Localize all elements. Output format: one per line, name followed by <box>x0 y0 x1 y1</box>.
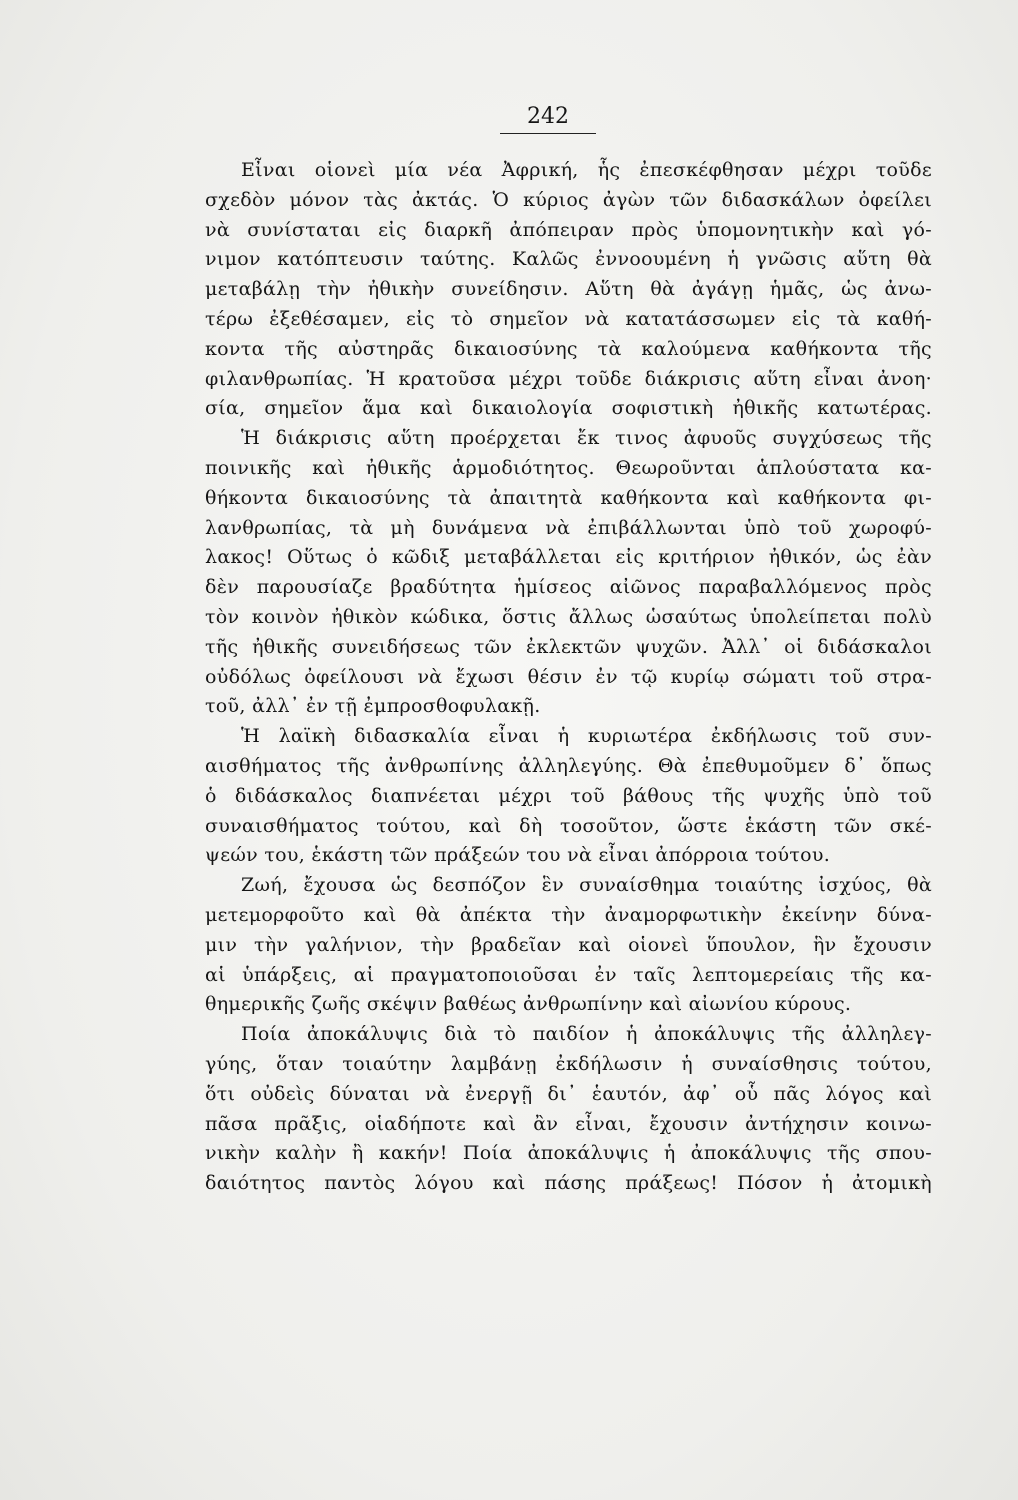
text-line: μιν τὴν γαλήνιον, τὴν βραδεῖαν καὶ οἱονεὶ ὕπουλον, ἣν ἔχουσιν <box>205 933 932 956</box>
page-number: 242 <box>527 104 569 129</box>
text-line: γύης, ὅταν τοιαύτην λαμβάνῃ ἐκδήλωσιν ἡ συναίσθησις τούτου, <box>205 1052 932 1075</box>
text-line: ποινικῆς καὶ ἠθικῆς ἁρμοδιότητος. Θεωροῦνται ἁπλούστατα κα- <box>205 456 932 479</box>
text-line: τέρω ἐξεθέσαμεν, εἰς τὸ σημεῖον νὰ κατατάσσωμεν εἰς τὰ καθή- <box>205 307 932 330</box>
text-line: τὸν κοινὸν ἠθικὸν κώδικα, ὅστις ἄλλως ὡσαύτως ὑπολείπεται πολὺ <box>205 605 932 628</box>
text-line: δὲν παρουσίαζε βραδύτητα ἡμίσεος αἰῶνος παραβαλλόμενος πρὸς <box>205 576 932 599</box>
text-line: θήκοντα δικαιοσύνης τὰ ἀπαιτητὰ καθήκοντα καὶ καθήκοντα φι- <box>205 486 932 509</box>
text-line: Ἡ διάκρισις αὕτη προέρχεται ἔκ τινος ἀφυοῦς συγχύσεως τῆς <box>241 427 932 450</box>
text-line: θημερικῆς ζωῆς σκέψιν βαθέως ἀνθρωπίνην καὶ αἰωνίου κύρους. <box>205 993 852 1016</box>
text-line: αισθήματος τῆς ἀνθρωπίνης ἀλληλεγύης. Θὰ ἐπεθυμοῦμεν δ᾽ ὅπως <box>205 754 932 777</box>
text-line: Ποία ἀποκάλυψις διὰ τὸ παιδίον ἡ ἀποκάλυψις τῆς ἀλληλεγ- <box>241 1023 932 1046</box>
text-line: αἱ ὑπάρξεις, αἱ πραγματοποιοῦσαι ἐν ταῖς λεπτομερείαις τῆς κα- <box>205 963 932 986</box>
text-line: νιμον κατόπτευσιν ταύτης. Καλῶς ἐννοουμένη ἡ γνῶσις αὕτη θὰ <box>205 248 932 271</box>
page-number-rule <box>500 133 596 134</box>
text-line: κοντα τῆς αὐστηρᾶς δικαιοσύνης τὰ καλούμενα καθήκοντα τῆς <box>205 337 932 360</box>
text-line: νικὴν καλὴν ἢ κακήν! Ποία ἀποκάλυψις ἡ ἀποκάλυψις τῆς σπου- <box>205 1142 932 1165</box>
text-line: σία, σημεῖον ἅμα καὶ δικαιολογία σοφιστικὴ ἠθικῆς κατωτέρας. <box>205 397 932 420</box>
text-line: Εἶναι οἱονεὶ μία νέα Ἀφρική, ἧς ἐπεσκέφθησαν μέχρι τοῦδε <box>241 159 932 181</box>
text-line: τῆς ἠθικῆς συνειδήσεως τῶν ἐκλεκτῶν ψυχῶν. Ἀλλ᾽ οἱ διδάσκαλοι <box>205 635 932 658</box>
text-line: δαιότητος παντὸς λόγου καὶ πάσης πράξεως! Πόσον ἡ ἀτομικὴ <box>205 1172 932 1195</box>
text-line: οὐδόλως ὀφείλουσι νὰ ἔχωσι θέσιν ἐν τῷ κυρίῳ σώματι τοῦ στρα- <box>205 665 932 688</box>
text-line: φιλανθρωπίας. Ἡ κρατοῦσα μέχρι τοῦδε διάκρισις αὕτη εἶναι ἀνοη· <box>205 367 932 390</box>
text-line: νὰ συνίσταται εἰς διαρκῆ ἀπόπειραν πρὸς ὑπομονητικὴν καὶ γό- <box>205 218 932 241</box>
text-line: μετεμορφοῦτο καὶ θὰ ἀπέκτα τὴν ἀναμορφωτικὴν ἐκείνην δύνα- <box>205 903 932 926</box>
text-line: λανθρωπίας, τὰ μὴ δυνάμενα νὰ ἐπιβάλλωνται ὑπὸ τοῦ χωροφύ- <box>205 516 932 539</box>
text-line: σχεδὸν μόνον τὰς ἀκτάς. Ὁ κύριος ἀγὼν τῶν διδασκάλων ὀφείλει <box>205 188 932 211</box>
text-line: συναισθήματος τούτου, καὶ δὴ τοσοῦτον, ὥστε ἑκάστη τῶν σκέ- <box>205 814 932 837</box>
text-line: πᾶσα πρᾶξις, οἱαδήποτε καὶ ἂν εἶναι, ἔχουσιν ἀντήχησιν κοινω- <box>205 1112 932 1135</box>
text-line: ψεών του, ἑκάστη τῶν πράξεών του νὰ εἶναι ἀπόρροια τούτου. <box>205 844 831 867</box>
text-line: μεταβάλῃ τὴν ἠθικὴν συνείδησιν. Αὕτη θὰ ἀγάγῃ ἡμᾶς, ὡς ἀνω- <box>205 278 932 301</box>
text-line: τοῦ, ἀλλ᾽ ἐν τῇ ἐμπροσθοφυλακῇ. <box>205 695 541 718</box>
text-line: λακος! Οὕτως ὁ κῶδιξ μεταβάλλεται εἰς κριτήριον ἠθικόν, ὡς ἐὰν <box>205 546 932 569</box>
body-text <box>205 156 932 1199</box>
text-line: Ἡ λαϊκὴ διδασκαλία εἶναι ἡ κυριωτέρα ἐκδήλωσις τοῦ συν- <box>241 725 932 748</box>
text-line: ὁ διδάσκαλος διαπνέεται μέχρι τοῦ βάθους τῆς ψυχῆς ὑπὸ τοῦ <box>205 784 932 807</box>
text-line: ὅτι οὐδεὶς δύναται νὰ ἐνεργῇ δι᾽ ἑαυτόν, ἀφ᾽ οὗ πᾶς λόγος καὶ <box>205 1082 932 1105</box>
text-line: Ζωή, ἔχουσα ὡς δεσπόζον ἓν συναίσθημα τοιαύτης ἰσχύος, θὰ <box>241 874 932 897</box>
